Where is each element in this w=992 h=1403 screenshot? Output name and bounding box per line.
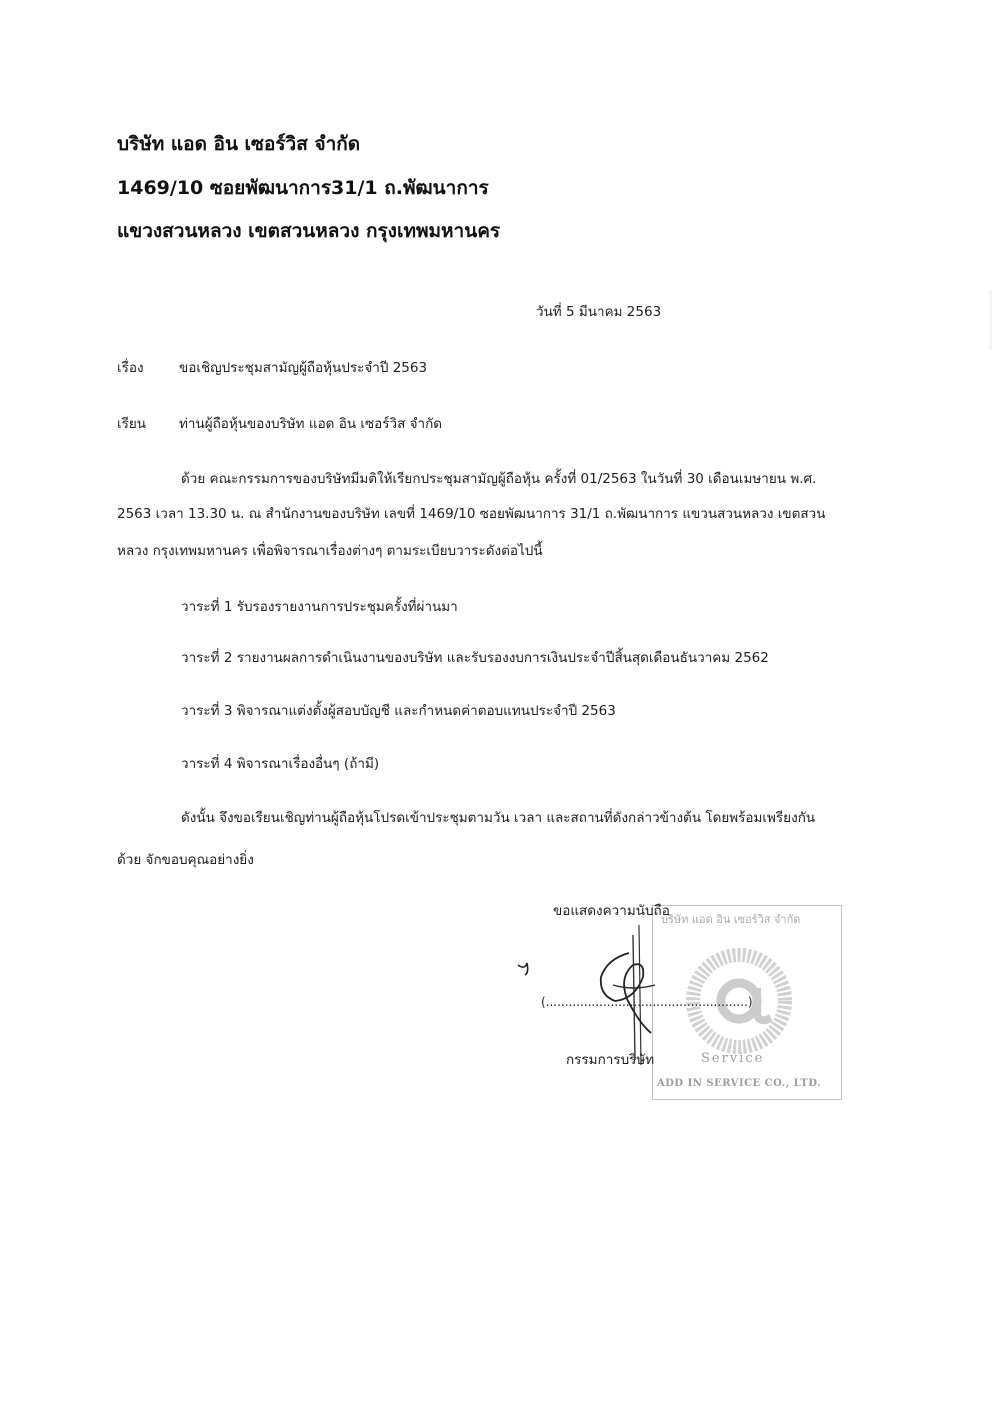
subject-label: เรื่อง: [117, 360, 144, 376]
handwritten-signature: [515, 915, 675, 1075]
closing-line-2: ด้วย จักขอบคุณอย่างยิ่ง: [117, 852, 254, 868]
signature-title: กรรมการบริษัท: [566, 1052, 655, 1068]
agenda-item-2: วาระที่ 2 รายงานผลการดำเนินงานของบริษัท และรับรองงบการเงินประจำปีสิ้นสุดเดือนธันวาคม 2562: [181, 650, 769, 666]
scan-edge-shadow: [988, 290, 992, 350]
body-line-1: ด้วย คณะกรรมการของบริษัทมีมติให้เรียกประชุมสามัญผู้ถือหุ้น ครั้งที่ 01/2563 ในวันที่ 30 เดือนเมษายน พ.ศ.: [181, 471, 817, 487]
company-address-line1: 1469/10 ซอยพัฒนาการ31/1 ถ.พัฒนาการ: [117, 177, 489, 199]
body-line-3: หลวง กรุงเทพมหานคร เพื่อพิจารณาเรื่องต่างๆ ตามระเบียบวาระดังต่อไปนี้: [117, 543, 543, 559]
agenda-item-4: วาระที่ 4 พิจารณาเรื่องอื่นๆ (ถ้ามี): [181, 756, 380, 772]
closing-line-1: ดังนั้น จึงขอเรียนเชิญท่านผู้ถือหุ้นโปรดเข้าประชุมตามวัน เวลา และสถานที่ดังกล่าวข้างต้น โดยพร้อมเพรียงกัน: [181, 810, 816, 826]
regards-text: ขอแสดงความนับถือ: [553, 903, 670, 919]
company-address-line2: แขวงสวนหลวง เขตสวนหลวง กรุงเทพมหานคร: [117, 220, 501, 242]
body-line-2: 2563 เวลา 13.30 น. ณ สำนักงานของบริษัท เลขที่ 1469/10 ซอยพัฒนาการ 31/1 ถ.พัฒนาการ แขวนสวนหลวง เขตสวน: [117, 506, 826, 522]
letter-date: วันที่ 5 มีนาคม 2563: [536, 304, 662, 320]
subject-text: ขอเชิญประชุมสามัญผู้ถือหุ้นประจำปี 2563: [179, 360, 428, 376]
company-name: บริษัท แอด อิน เซอร์วิส จำกัด: [117, 133, 361, 155]
agenda-item-1: วาระที่ 1 รับรองรายงานการประชุมครั้งที่ผ่านมา: [181, 599, 458, 615]
stamp-bottom-text: ADD IN SERVICE CO., LTD.: [657, 1078, 822, 1089]
stamp-middle-text: Service: [701, 1051, 765, 1066]
agenda-item-3: วาระที่ 3 พิจารณาแต่งตั้งผู้สอบบัญชี และกำหนดค่าตอบแทนประจำปี 2563: [181, 703, 616, 719]
recipient-text: ท่านผู้ถือหุ้นของบริษัท แอด อิน เซอร์วิส จำกัด: [179, 416, 443, 432]
stamp-top-text: บริษัท แอด อิน เซอร์วิส จำกัด: [661, 913, 801, 926]
signature-name-line: (.....................................................): [541, 995, 753, 1009]
recipient-label: เรียน: [117, 416, 147, 432]
